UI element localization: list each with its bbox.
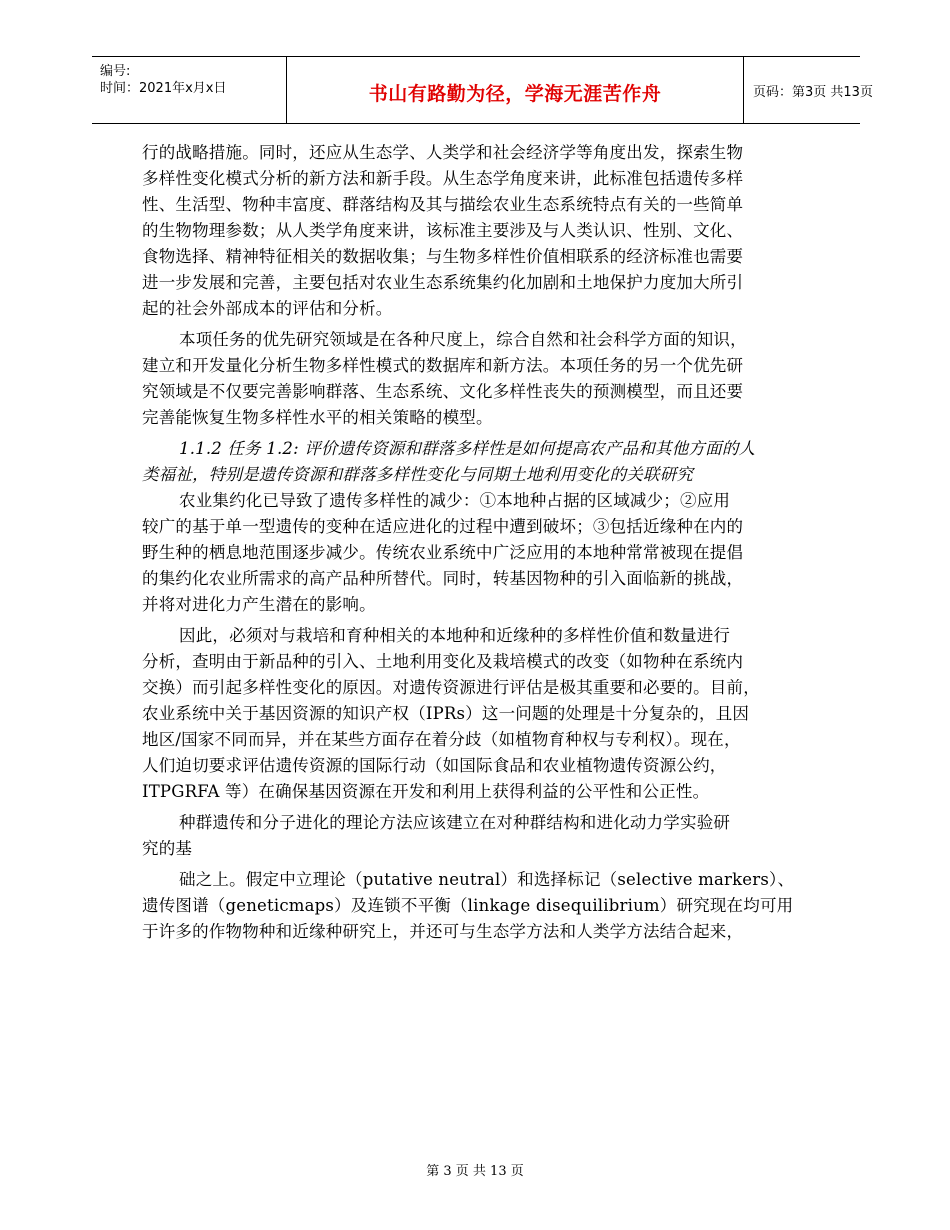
doc-number-label: 编号: <box>100 64 131 79</box>
text-line: 起的社会外部成本的评估和分析。 <box>142 299 393 318</box>
time-label: 时间：2021年x月x日 <box>100 81 227 96</box>
paragraph-2 <box>142 327 822 431</box>
text-line: 分析，查明由于新品种的引入、土地利用变化及栽培模式的改变（如物种在系统内 <box>142 652 744 671</box>
heading-line: 1.1.2 任务 1.2: 评价遗传资源和群落多样性是如何提高农产品和其他方面的人 <box>179 439 756 458</box>
text-line: ITPGRFA 等）在确保基因资源在开发和利用上获得利益的公平性和公正性。 <box>142 782 710 801</box>
document-body <box>142 140 822 945</box>
paragraph-3 <box>142 488 822 618</box>
text-line: 本项任务的优先研究领域是在各种尺度上，综合自然和社会科学方面的知识， <box>179 330 747 349</box>
text-line: 于许多的作物物种和近缘种研究上，并还可与生态学方法和人类学方法结合起来， <box>142 922 744 941</box>
header-page-number: 页码：第3页 共13页 <box>753 85 873 100</box>
text-line: 野生种的栖息地范围逐步减少。传统农业系统中广泛应用的本地种常常被现在提倡 <box>142 543 744 562</box>
text-line: 完善能恢复生物多样性水平的相关策略的模型。 <box>142 408 493 427</box>
paragraph-5 <box>142 810 822 862</box>
text-line: 农业集约化已导致了遗传多样性的减少：①本地种占据的区域减少；②应用 <box>179 491 731 510</box>
text-line: 食物选择、精神特征相关的数据收集；与生物多样性价值相联系的经济标准也需要 <box>142 247 744 266</box>
header-motto: 书山有路勤为径，学海无涯苦作舟 <box>368 83 662 105</box>
section-heading <box>142 436 822 488</box>
heading-line: 类福祉，特别是遗传资源和群落多样性变化与同期土地利用变化的关联研究 <box>142 465 694 484</box>
page-footer: 第 3 页 共 13 页 <box>426 1164 524 1179</box>
text-line: 多样性变化模式分析的新方法和新手段。从生态学角度来讲，此标准包括遗传多样 <box>142 169 744 188</box>
text-line: 进一步发展和完善，主要包括对农业生态系统集约化加剧和土地保护力度加大所引 <box>142 273 744 292</box>
header-info-cell <box>92 57 286 123</box>
text-line: 行的战略措施。同时，还应从生态学、人类学和社会经济学等角度出发，探索生物 <box>142 143 744 162</box>
text-line: 种群遗传和分子进化的理论方法应该建立在对种群结构和进化动力学实验研 <box>179 813 731 832</box>
page-header <box>92 56 873 124</box>
text-line: 础之上。假定中立理论（putative neutral）和选择标记（selective markers）、 <box>179 870 795 889</box>
paragraph-6 <box>142 867 822 945</box>
paragraph-4 <box>142 623 822 805</box>
text-line: 的集约化农业所需求的高产品种所替代。同时，转基因物种的引入面临新的挑战， <box>142 569 744 588</box>
text-line: 建立和开发量化分析生物多样性模式的数据库和新方法。本项任务的另一个优先研 <box>142 356 744 375</box>
text-line: 农业系统中关于基因资源的知识产权（IPRs）这一问题的处理是十分复杂的，且因 <box>142 704 750 723</box>
text-line: 人们迫切要求评估遗传资源的国际行动（如国际食品和农业植物遗传资源公约， <box>142 756 727 775</box>
text-line: 并将对进化力产生潜在的影响。 <box>142 595 376 614</box>
text-line: 的生物物理参数；从人类学角度来讲，该标准主要涉及与人类认识、性别、文化、 <box>142 221 744 240</box>
text-line: 地区/国家不同而异，并在某些方面存在着分歧（如植物育种权与专利权）。现在， <box>142 730 741 749</box>
text-line: 遗传图谱（geneticmaps）及连锁不平衡（linkage disequilibrium）研究现在均可用 <box>142 896 794 915</box>
text-line: 究的基 <box>142 839 193 858</box>
text-line: 较广的基于单一型遗传的变种在适应进化的过程中遭到破坏；③包括近缘种在内的 <box>142 517 744 536</box>
text-line: 性、生活型、物种丰富度、群落结构及其与描绘农业生态系统特点有关的一些简单 <box>142 195 744 214</box>
header-motto-cell <box>286 57 744 123</box>
header-page-cell <box>743 57 873 123</box>
text-line: 究领域是不仅要完善影响群落、生态系统、文化多样性丧失的预测模型，而且还要 <box>142 382 744 401</box>
text-line: 因此，必须对与栽培和育种相关的本地种和近缘种的多样性价值和数量进行 <box>179 626 731 645</box>
paragraph-1 <box>142 140 822 322</box>
text-line: 交换）而引起多样性变化的原因。对遗传资源进行评估是极其重要和必要的。目前， <box>142 678 760 697</box>
